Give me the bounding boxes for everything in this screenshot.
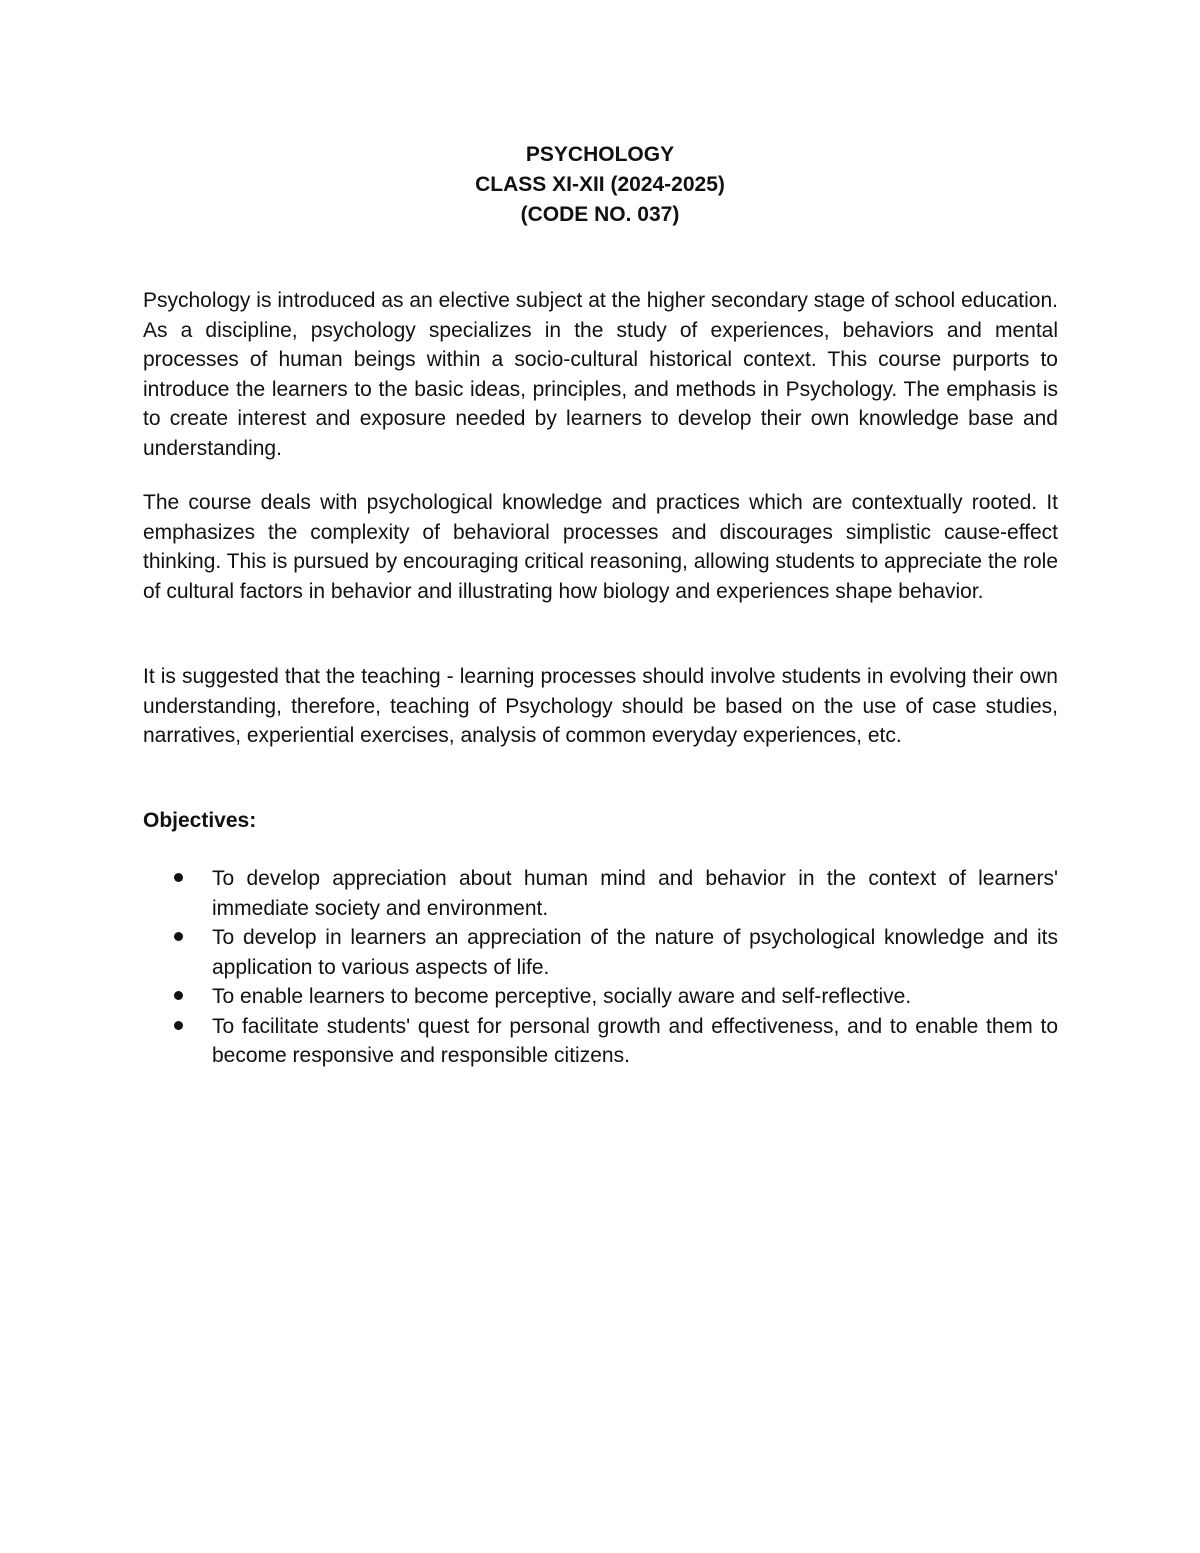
objective-text: To develop in learners an appreciation of the nature of psychological knowledge and its application to various aspects of life. bbox=[212, 926, 1058, 979]
course-paragraph: The course deals with psychological knowledge and practices which are contextually rooted. It emphasizes the complexity of behavioral processes and discourages simplistic cause-effect thinking. This is pursued by encouraging critical reasoning, allowing students to appreciate the role of cultural factors in behavior and illustrating how biology and experiences shape behavior. bbox=[143, 491, 1058, 603]
objective-text: To enable learners to become perceptive, socially aware and self-reflective. bbox=[212, 985, 912, 1008]
bullet-icon bbox=[174, 1021, 183, 1030]
class-line: CLASS XI-XII (2024-2025) bbox=[475, 173, 725, 196]
subject-title: PSYCHOLOGY bbox=[525, 143, 675, 166]
bullet-icon bbox=[174, 873, 183, 882]
teaching-paragraph: It is suggested that the teaching - learning processes should involve students in evolving their own understanding, therefore, teaching of Psychology should be based on the use of case studies, narratives, experiential exercises, analysis of common everyday experiences, etc. bbox=[143, 665, 1058, 747]
list-item bbox=[0, 864, 1200, 923]
bullet-icon bbox=[174, 991, 183, 1000]
objective-text: To develop appreciation about human mind and behavior in the context of learners' immediate society and environment. bbox=[212, 867, 1058, 920]
list-item bbox=[0, 982, 1200, 1012]
list-item bbox=[0, 1012, 1200, 1071]
document-header bbox=[0, 140, 1200, 230]
objectives-heading: Objectives: bbox=[143, 809, 257, 832]
objective-text: To facilitate students' quest for personal growth and effectiveness, and to enable them to become responsive and responsible citizens. bbox=[212, 1014, 1058, 1067]
bullet-icon bbox=[174, 932, 183, 941]
list-item bbox=[0, 923, 1200, 982]
objectives-list bbox=[0, 864, 1200, 1071]
code-line: (CODE NO. 037) bbox=[520, 203, 680, 226]
intro-paragraph: Psychology is introduced as an elective subject at the higher secondary stage of school education. As a discipline, psychology specializes in the study of experiences, behaviors and mental processes of human beings within a socio-cultural historical context. This course purports to introduce the learners to the basic ideas, principles, and methods in Psychology. The emphasis is to create interest and exposure needed by learners to develop their own knowledge base and understanding. bbox=[143, 289, 1058, 460]
